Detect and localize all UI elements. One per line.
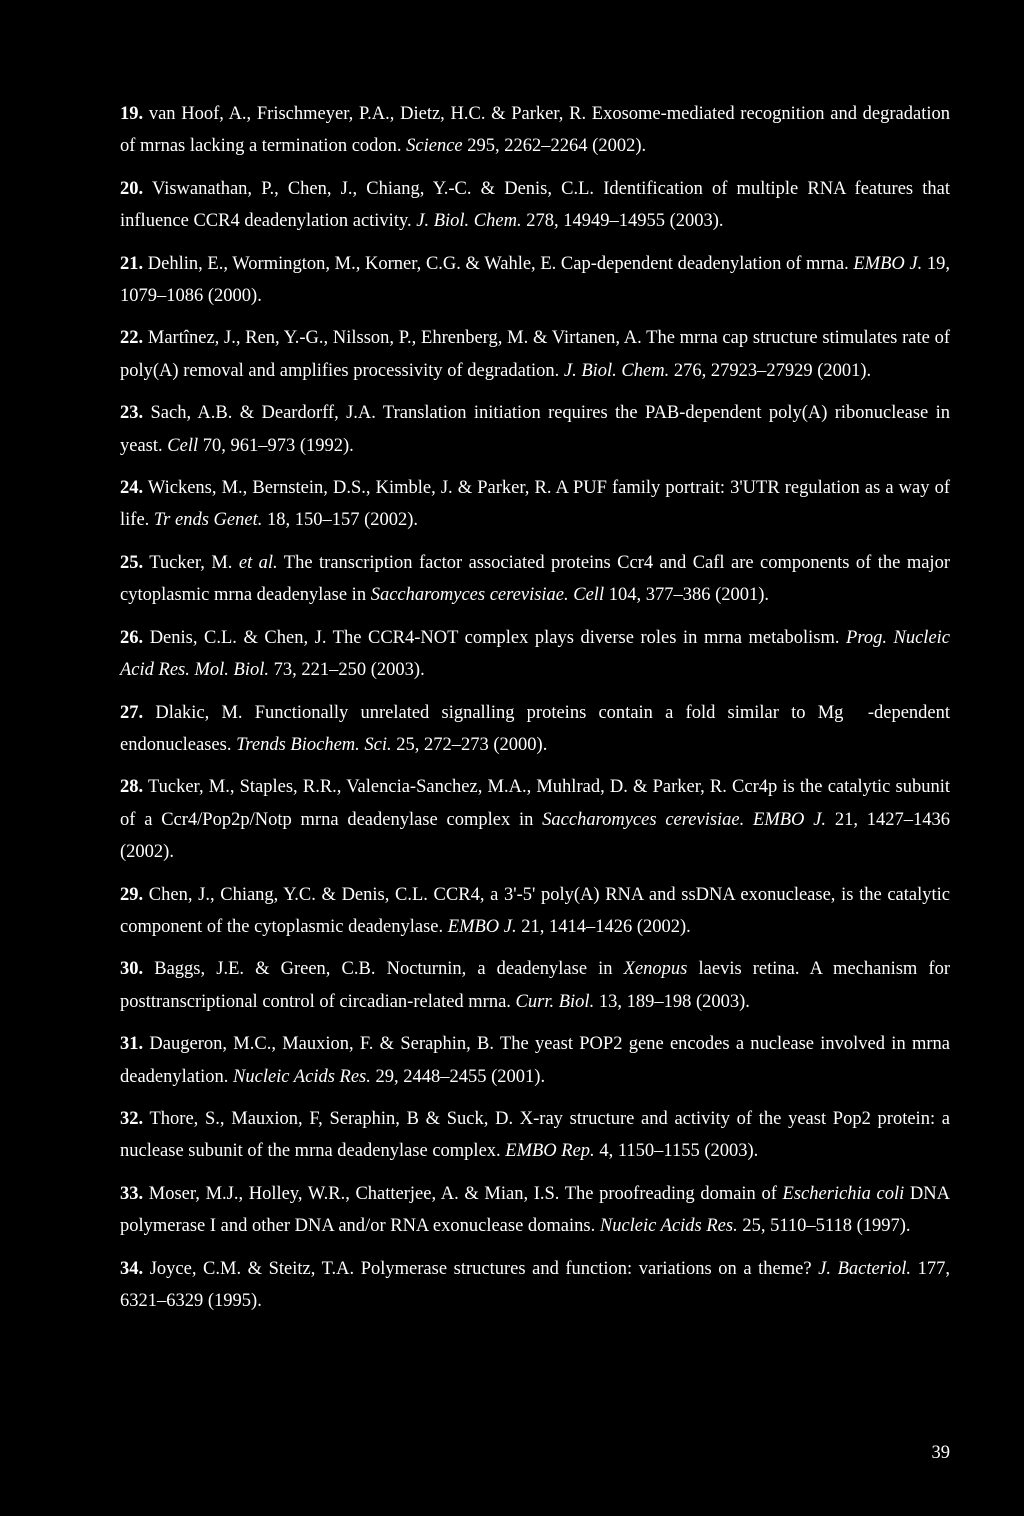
reference-list — [120, 98, 950, 1327]
reference-text: Denis, C.L. & Chen, J. The CCR4-NOT complex plays diverse roles in mrna metabolism. — [149, 627, 847, 648]
reference-italic-text: Nucleic Acids Res. — [599, 1216, 738, 1237]
reference-italic-text: J. Bacteriol. — [818, 1258, 912, 1279]
reference-italic-text: Xenopus — [623, 959, 688, 980]
reference-text: 276, 27923–27929 (2001). — [669, 360, 872, 381]
reference-item — [120, 248, 950, 313]
reference-item — [120, 1253, 950, 1318]
reference-italic-text: J. Biol. Chem. — [416, 211, 522, 232]
reference-text: Thore, S., Mauxion, F, Seraphin, B & Suck, D. X-ray structure and activity of the yeast Pop2 protein: a nuclease subunit of the mrna deadenylase complex. — [120, 1108, 950, 1162]
reference-text: Daugeron, M.C., Mauxion, F. & Seraphin, B. The yeast POP2 gene encodes a nuclease involved in mrna deadenylation. — [120, 1034, 950, 1087]
reference-text: 295, 2262–2264 (2002). — [462, 136, 647, 157]
reference-item — [120, 879, 950, 944]
reference-number: 30. — [120, 959, 144, 980]
reference-item — [120, 173, 950, 238]
reference-italic-text: Curr. Biol. — [515, 991, 595, 1012]
reference-item — [120, 547, 950, 612]
reference-italic-text: EMBO J. — [853, 253, 923, 274]
reference-text: 73, 221–250 (2003). — [269, 660, 425, 681]
reference-text: van Hoof, A., Frischmeyer, P.A., Dietz, H.C. & Parker, R. Exosome-mediated recognition and degradation of mrnas lacking a termination codon. — [120, 104, 950, 157]
reference-text: Moser, M.J., Holley, W.R., Chatterjee, A. & Mian, I.S. The proofreading domain of — [148, 1183, 783, 1204]
reference-italic-text: EMBO Rep. — [505, 1141, 595, 1162]
reference-text: Sach, A.B. & Deardorff, J.A. Translation initiation requires the PAB-dependent poly(A) ribonuclease in yeast. — [120, 403, 951, 456]
reference-number: 26. — [120, 627, 144, 648]
reference-italic-text: Prog. Nucleic Acid Res. Mol. Biol. — [120, 627, 951, 681]
reference-text: Tucker, M., Staples, R.R., Valencia-Sanchez, M.A., Muhlrad, D. & Parker, R. Ccr4p is the catalytic subunit of a Ccr4/Pop2p/Notp mrna deadenylase complex in — [120, 777, 950, 830]
reference-number: 28. — [120, 777, 144, 798]
reference-item — [120, 953, 950, 1018]
reference-number: 21. — [120, 253, 144, 274]
reference-number: 31. — [120, 1034, 144, 1055]
reference-item — [120, 1103, 950, 1168]
reference-text: 25, 5110–5118 (1997). — [737, 1216, 911, 1237]
reference-number: 19. — [120, 104, 144, 124]
reference-text: Dlakic, M. Functionally unrelated signalling proteins contain a fold similar to Mg -dependent endonucleases. — [120, 702, 951, 755]
reference-text: 18, 150–157 (2002). — [262, 510, 419, 531]
reference-number: 27. — [120, 702, 144, 723]
reference-item — [120, 472, 950, 537]
reference-number: 25. — [120, 552, 144, 573]
reference-italic-text: Cell — [167, 435, 199, 456]
page-number: 39 — [931, 1443, 950, 1463]
reference-number: 23. — [120, 403, 144, 424]
reference-text: laevis retina. A mechanism for posttranscriptional control of circadian-related mrna. — [120, 959, 950, 1012]
reference-number: 22. — [120, 328, 144, 349]
reference-text: The transcription factor associated proteins Ccr4 and Cafl are components of the major cytoplasmic mrna deadenylase in — [120, 552, 950, 606]
reference-text: 21, 1414–1426 (2002). — [516, 916, 691, 937]
reference-item — [120, 622, 950, 687]
reference-number: 33. — [120, 1183, 144, 1204]
reference-text: Baggs, J.E. & Green, C.B. Nocturnin, a deadenylase in — [154, 959, 624, 980]
reference-item — [120, 697, 950, 762]
reference-italic-text: Saccharomyces cerevisiae. Cell — [370, 585, 605, 606]
reference-italic-text: Trends Biochem. Sci. — [236, 734, 392, 755]
reference-text: 177, 6321–6329 (1995). — [120, 1258, 950, 1311]
reference-italic-text: Tr ends Genet. — [153, 510, 263, 531]
reference-text: 25, 272–273 (2000). — [391, 734, 548, 755]
reference-italic-text: Escherichia coli — [782, 1183, 905, 1204]
reference-text: 70, 961–973 (1992). — [198, 435, 354, 456]
reference-item — [120, 1028, 950, 1093]
reference-text: 104, 377–386 (2001). — [604, 585, 770, 606]
reference-text: 13, 189–198 (2003). — [594, 991, 750, 1012]
reference-text: 19, 1079–1086 (2000). — [120, 253, 951, 307]
reference-italic-text: Nucleic Acids Res. — [233, 1066, 371, 1087]
reference-text: DNA polymerase I and other DNA and/or RNA exonuclease domains. — [120, 1183, 950, 1237]
reference-item — [120, 1178, 950, 1243]
reference-text: Joyce, C.M. & Steitz, T.A. Polymerase structures and function: variations on a theme? — [149, 1258, 819, 1279]
reference-text: Tucker, M. — [149, 552, 239, 573]
reference-item — [120, 98, 950, 163]
reference-text: Wickens, M., Bernstein, D.S., Kimble, J. & Parker, R. A PUF family portrait: 3'UTR regulation as a way of life. — [120, 478, 950, 531]
reference-italic-text: J. Biol. Chem. — [563, 360, 670, 381]
reference-italic-text: Science — [406, 136, 463, 157]
reference-text: 21, 1427–1436 (2002). — [120, 809, 950, 863]
reference-number: 29. — [120, 884, 144, 905]
reference-number: 34. — [120, 1258, 144, 1279]
reference-text: 29, 2448–2455 (2001). — [370, 1066, 546, 1087]
reference-text: Martînez, J., Ren, Y.-G., Nilsson, P., Ehrenberg, M. & Virtanen, A. The mrna cap structure stimulates rate of poly(A) removal and amplifies processivity of degradation. — [120, 328, 951, 381]
reference-text: 278, 14949–14955 (2003). — [521, 211, 724, 232]
reference-italic-text: EMBO J. — [447, 916, 517, 937]
reference-number: 20. — [120, 178, 144, 199]
reference-text: Dehlin, E., Wormington, M., Korner, C.G. & Wahle, E. Cap-dependent deadenylation of mrna. — [147, 253, 854, 274]
reference-text: Chen, J., Chiang, Y.C. & Denis, C.L. CCR4, a 3'-5' poly(A) RNA and ssDNA exonuclease, is the catalytic component of the cytoplasmic deadenylase. — [120, 884, 951, 937]
reference-text: 4, 1150–1155 (2003). — [594, 1141, 759, 1162]
reference-item — [120, 771, 950, 868]
reference-italic-text: Saccharomyces cerevisiae. EMBO J. — [542, 809, 827, 830]
reference-number: 24. — [120, 478, 144, 499]
reference-number: 32. — [120, 1108, 144, 1129]
reference-text: Viswanathan, P., Chen, J., Chiang, Y.-C. & Denis, C.L. Identification of multiple RNA features that influence CCR4 deadenylation activity. — [120, 178, 950, 232]
reference-italic-text: et al. — [238, 552, 278, 573]
reference-item — [120, 322, 950, 387]
reference-item — [120, 397, 950, 462]
